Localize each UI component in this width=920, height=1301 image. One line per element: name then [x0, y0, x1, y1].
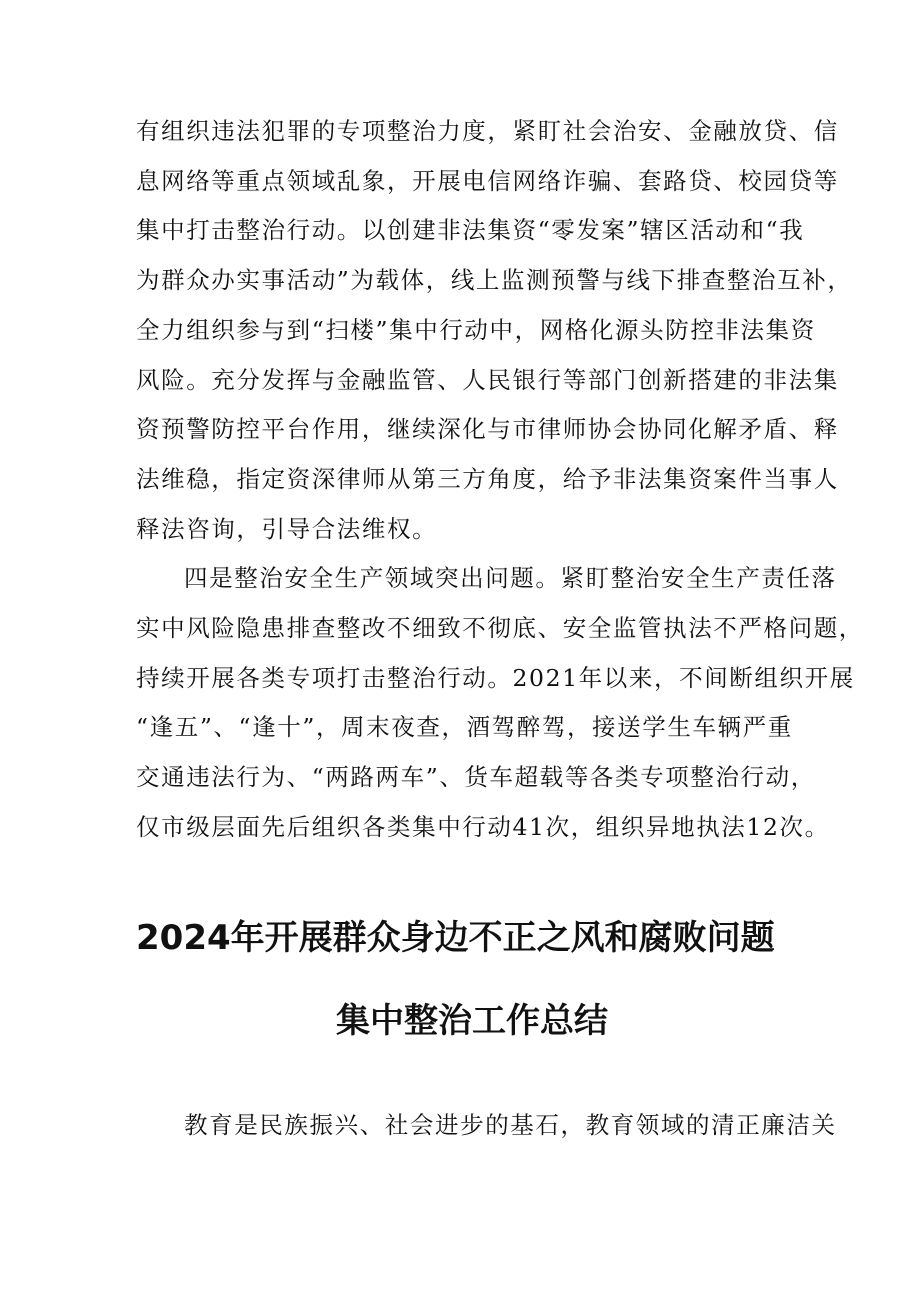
paragraph-line: 仅市级层面先后组织各类集中行动41次，组织异地执法12次。: [136, 813, 830, 841]
paragraph-line: 有组织违法犯罪的专项整治力度，紧盯社会治安、金融放贷、信: [136, 117, 839, 145]
paragraph-line: “逢五”、“逢十”，周末夜查，酒驾醉驾，接送学生车辆严重: [136, 713, 793, 741]
paragraph-line: 风险。充分发挥与金融监管、人民银行等部门创新搭建的非法集: [136, 366, 839, 394]
paragraph-line: 全力组织参与到“扫楼”集中行动中，网格化源头防控非法集资: [136, 316, 816, 344]
paragraph-line: 四是整治安全生产领域突出问题。紧盯整治安全生产责任落: [184, 564, 837, 592]
document-title-line-one: 2024年开展群众身边不正之风和腐败问题: [136, 918, 775, 958]
paragraph-line: 集中打击整治行动。以创建非法集资“零发案”辖区活动和“我: [136, 216, 805, 244]
paragraph-line: 实中风险隐患排查整改不细致不彻底、安全监管执法不严格问题，: [136, 614, 864, 642]
paragraph-line: 持续开展各类专项打击整治行动。2021年以来，不间断组织开展: [136, 664, 855, 692]
paragraph-line: 法维稳，指定资深律师从第三方角度，给予非法集资案件当事人: [136, 465, 839, 493]
document-title-line-two: 集中整治工作总结: [336, 1001, 608, 1041]
paragraph-line: 息网络等重点领域乱象，开展电信网络诈骗、套路贷、校园贷等: [136, 167, 839, 195]
paragraph-line: 为群众办实事活动”为载体，线上监测预警与线下排查整治互补，: [136, 266, 853, 294]
paragraph-line: 释法咨询，引导合法维权。: [136, 515, 438, 543]
paragraph-line: 交通违法行为、“两路两车”、货车超载等各类专项整治行动，: [136, 763, 816, 791]
paragraph-line: 资预警防控平台作用，继续深化与市律师协会协同化解矛盾、释: [136, 415, 839, 443]
paragraph-line: 教育是民族振兴、社会进步的基石，教育领域的清正廉洁关: [184, 1111, 837, 1139]
